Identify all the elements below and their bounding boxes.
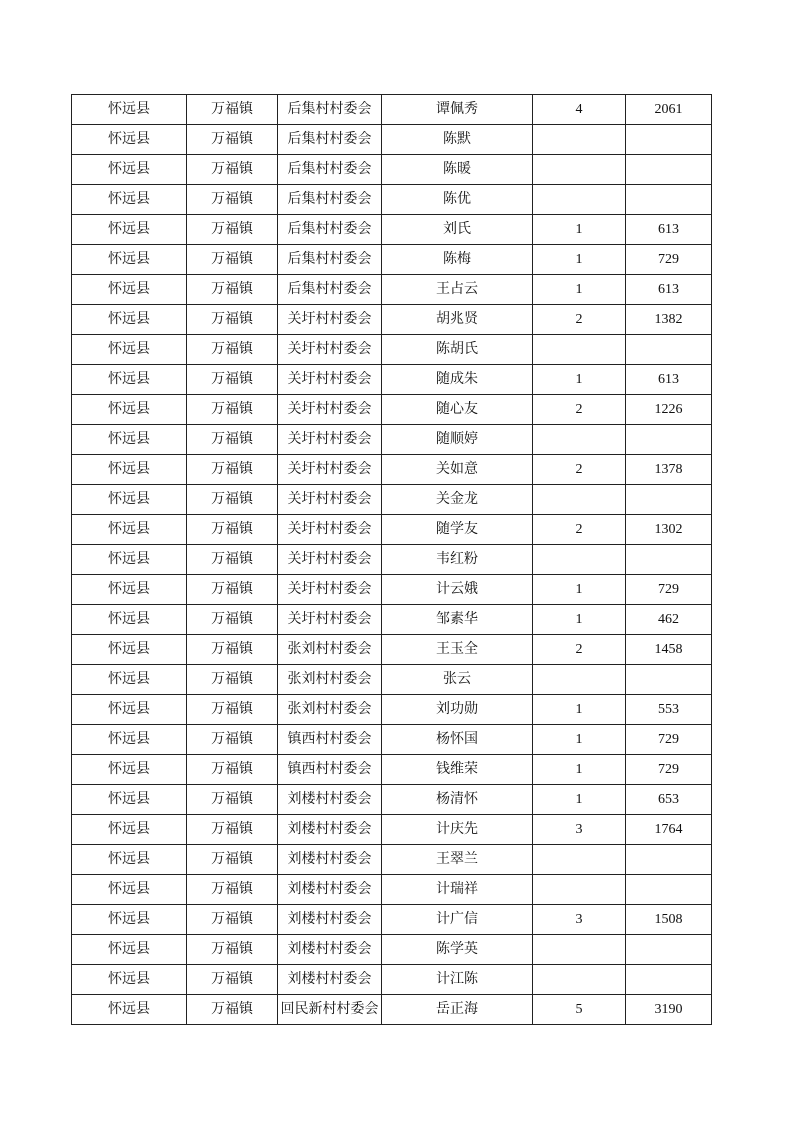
amount-cell: 462 <box>626 605 712 635</box>
name-cell: 陈暖 <box>382 155 533 185</box>
county-cell: 怀远县 <box>72 905 187 935</box>
amount-cell: 653 <box>626 785 712 815</box>
table-row <box>72 425 712 455</box>
amount-cell: 553 <box>626 695 712 725</box>
amount-cell: 1382 <box>626 305 712 335</box>
name-cell: 随顺婷 <box>382 425 533 455</box>
village-cell: 后集村村委会 <box>278 155 382 185</box>
amount-cell: 613 <box>626 365 712 395</box>
household-count-cell <box>533 965 626 995</box>
town-cell: 万福镇 <box>187 875 278 905</box>
table-row <box>72 995 712 1025</box>
village-cell: 后集村村委会 <box>278 185 382 215</box>
village-cell: 关圩村村委会 <box>278 335 382 365</box>
name-cell: 钱维荣 <box>382 755 533 785</box>
household-count-cell <box>533 545 626 575</box>
town-cell: 万福镇 <box>187 425 278 455</box>
village-cell: 关圩村村委会 <box>278 575 382 605</box>
village-cell: 关圩村村委会 <box>278 305 382 335</box>
town-cell: 万福镇 <box>187 605 278 635</box>
county-cell: 怀远县 <box>72 875 187 905</box>
amount-cell: 613 <box>626 275 712 305</box>
household-count-cell: 1 <box>533 245 626 275</box>
household-count-cell: 1 <box>533 275 626 305</box>
county-cell: 怀远县 <box>72 425 187 455</box>
name-cell: 杨清怀 <box>382 785 533 815</box>
name-cell: 刘功勋 <box>382 695 533 725</box>
table-row <box>72 215 712 245</box>
amount-cell <box>626 185 712 215</box>
household-count-cell <box>533 425 626 455</box>
table-row <box>72 905 712 935</box>
data-table <box>71 94 712 1025</box>
town-cell: 万福镇 <box>187 305 278 335</box>
amount-cell: 1226 <box>626 395 712 425</box>
county-cell: 怀远县 <box>72 155 187 185</box>
county-cell: 怀远县 <box>72 755 187 785</box>
county-cell: 怀远县 <box>72 95 187 125</box>
table-row <box>72 875 712 905</box>
town-cell: 万福镇 <box>187 455 278 485</box>
household-count-cell <box>533 185 626 215</box>
name-cell: 计云娥 <box>382 575 533 605</box>
town-cell: 万福镇 <box>187 125 278 155</box>
village-cell: 后集村村委会 <box>278 215 382 245</box>
name-cell: 张云 <box>382 665 533 695</box>
town-cell: 万福镇 <box>187 155 278 185</box>
name-cell: 陈梅 <box>382 245 533 275</box>
amount-cell: 1764 <box>626 815 712 845</box>
amount-cell: 3190 <box>626 995 712 1025</box>
name-cell: 胡兆贤 <box>382 305 533 335</box>
household-count-cell <box>533 125 626 155</box>
town-cell: 万福镇 <box>187 185 278 215</box>
name-cell: 刘氏 <box>382 215 533 245</box>
town-cell: 万福镇 <box>187 335 278 365</box>
table-row <box>72 725 712 755</box>
town-cell: 万福镇 <box>187 995 278 1025</box>
household-count-cell: 2 <box>533 305 626 335</box>
name-cell: 计庆先 <box>382 815 533 845</box>
village-cell: 后集村村委会 <box>278 125 382 155</box>
village-cell: 后集村村委会 <box>278 245 382 275</box>
table-row <box>72 155 712 185</box>
village-cell: 镇西村村委会 <box>278 725 382 755</box>
village-cell: 刘楼村村委会 <box>278 815 382 845</box>
village-cell: 刘楼村村委会 <box>278 785 382 815</box>
table-row <box>72 965 712 995</box>
county-cell: 怀远县 <box>72 275 187 305</box>
table-row <box>72 485 712 515</box>
amount-cell: 1378 <box>626 455 712 485</box>
table-row <box>72 275 712 305</box>
name-cell: 随心友 <box>382 395 533 425</box>
county-cell: 怀远县 <box>72 935 187 965</box>
county-cell: 怀远县 <box>72 335 187 365</box>
amount-cell <box>626 425 712 455</box>
village-cell: 关圩村村委会 <box>278 365 382 395</box>
name-cell: 王占云 <box>382 275 533 305</box>
village-cell: 回民新村村委会 <box>278 995 382 1025</box>
county-cell: 怀远县 <box>72 965 187 995</box>
town-cell: 万福镇 <box>187 275 278 305</box>
household-count-cell <box>533 845 626 875</box>
household-count-cell <box>533 875 626 905</box>
household-count-cell: 1 <box>533 575 626 605</box>
table-row <box>72 785 712 815</box>
town-cell: 万福镇 <box>187 485 278 515</box>
amount-cell: 1458 <box>626 635 712 665</box>
name-cell: 计瑞祥 <box>382 875 533 905</box>
household-count-cell: 1 <box>533 695 626 725</box>
household-count-cell <box>533 335 626 365</box>
table-row <box>72 815 712 845</box>
town-cell: 万福镇 <box>187 365 278 395</box>
village-cell: 后集村村委会 <box>278 95 382 125</box>
village-cell: 刘楼村村委会 <box>278 875 382 905</box>
household-count-cell: 2 <box>533 635 626 665</box>
village-cell: 关圩村村委会 <box>278 395 382 425</box>
town-cell: 万福镇 <box>187 695 278 725</box>
household-count-cell: 1 <box>533 755 626 785</box>
county-cell: 怀远县 <box>72 215 187 245</box>
table-row <box>72 125 712 155</box>
town-cell: 万福镇 <box>187 665 278 695</box>
amount-cell <box>626 125 712 155</box>
town-cell: 万福镇 <box>187 575 278 605</box>
household-count-cell: 1 <box>533 365 626 395</box>
county-cell: 怀远县 <box>72 545 187 575</box>
county-cell: 怀远县 <box>72 665 187 695</box>
amount-cell: 729 <box>626 575 712 605</box>
town-cell: 万福镇 <box>187 965 278 995</box>
household-count-cell: 3 <box>533 815 626 845</box>
town-cell: 万福镇 <box>187 815 278 845</box>
table-row <box>72 575 712 605</box>
name-cell: 陈优 <box>382 185 533 215</box>
town-cell: 万福镇 <box>187 725 278 755</box>
county-cell: 怀远县 <box>72 305 187 335</box>
village-cell: 刘楼村村委会 <box>278 905 382 935</box>
name-cell: 关金龙 <box>382 485 533 515</box>
amount-cell <box>626 665 712 695</box>
county-cell: 怀远县 <box>72 395 187 425</box>
name-cell: 计广信 <box>382 905 533 935</box>
household-count-cell: 1 <box>533 215 626 245</box>
county-cell: 怀远县 <box>72 845 187 875</box>
town-cell: 万福镇 <box>187 635 278 665</box>
household-count-cell: 4 <box>533 95 626 125</box>
village-cell: 关圩村村委会 <box>278 515 382 545</box>
village-cell: 刘楼村村委会 <box>278 935 382 965</box>
town-cell: 万福镇 <box>187 95 278 125</box>
household-count-cell: 1 <box>533 605 626 635</box>
name-cell: 陈胡氏 <box>382 335 533 365</box>
household-count-cell <box>533 935 626 965</box>
amount-cell: 729 <box>626 245 712 275</box>
village-cell: 关圩村村委会 <box>278 485 382 515</box>
household-count-cell <box>533 485 626 515</box>
town-cell: 万福镇 <box>187 515 278 545</box>
village-cell: 后集村村委会 <box>278 275 382 305</box>
table-row <box>72 455 712 485</box>
table-row <box>72 695 712 725</box>
table-row <box>72 305 712 335</box>
town-cell: 万福镇 <box>187 245 278 275</box>
village-cell: 关圩村村委会 <box>278 425 382 455</box>
name-cell: 随学友 <box>382 515 533 545</box>
amount-cell: 729 <box>626 755 712 785</box>
county-cell: 怀远县 <box>72 455 187 485</box>
table-row <box>72 365 712 395</box>
county-cell: 怀远县 <box>72 245 187 275</box>
county-cell: 怀远县 <box>72 515 187 545</box>
household-count-cell <box>533 155 626 185</box>
table-row <box>72 635 712 665</box>
village-cell: 张刘村村委会 <box>278 635 382 665</box>
name-cell: 陈学英 <box>382 935 533 965</box>
table-body <box>72 95 712 1025</box>
county-cell: 怀远县 <box>72 485 187 515</box>
household-count-cell: 2 <box>533 455 626 485</box>
name-cell: 王玉全 <box>382 635 533 665</box>
name-cell: 计江陈 <box>382 965 533 995</box>
amount-cell <box>626 485 712 515</box>
county-cell: 怀远县 <box>72 995 187 1025</box>
county-cell: 怀远县 <box>72 695 187 725</box>
name-cell: 王翠兰 <box>382 845 533 875</box>
village-cell: 关圩村村委会 <box>278 545 382 575</box>
town-cell: 万福镇 <box>187 935 278 965</box>
table-row <box>72 335 712 365</box>
town-cell: 万福镇 <box>187 785 278 815</box>
table-row <box>72 245 712 275</box>
table-row <box>72 935 712 965</box>
amount-cell: 1508 <box>626 905 712 935</box>
table-row <box>72 605 712 635</box>
village-cell: 刘楼村村委会 <box>278 845 382 875</box>
table-row <box>72 185 712 215</box>
household-count-cell: 1 <box>533 725 626 755</box>
town-cell: 万福镇 <box>187 905 278 935</box>
household-count-cell: 1 <box>533 785 626 815</box>
amount-cell <box>626 545 712 575</box>
village-cell: 关圩村村委会 <box>278 605 382 635</box>
household-count-cell: 3 <box>533 905 626 935</box>
name-cell: 韦红粉 <box>382 545 533 575</box>
amount-cell <box>626 845 712 875</box>
county-cell: 怀远县 <box>72 185 187 215</box>
table-row <box>72 755 712 785</box>
name-cell: 杨怀国 <box>382 725 533 755</box>
amount-cell: 2061 <box>626 95 712 125</box>
amount-cell: 1302 <box>626 515 712 545</box>
name-cell: 关如意 <box>382 455 533 485</box>
table-row <box>72 395 712 425</box>
household-count-cell: 2 <box>533 395 626 425</box>
table-row <box>72 515 712 545</box>
county-cell: 怀远县 <box>72 605 187 635</box>
town-cell: 万福镇 <box>187 215 278 245</box>
village-cell: 张刘村村委会 <box>278 695 382 725</box>
household-count-cell: 5 <box>533 995 626 1025</box>
amount-cell <box>626 155 712 185</box>
village-cell: 张刘村村委会 <box>278 665 382 695</box>
table-row <box>72 545 712 575</box>
town-cell: 万福镇 <box>187 845 278 875</box>
amount-cell <box>626 935 712 965</box>
name-cell: 邹素华 <box>382 605 533 635</box>
amount-cell <box>626 335 712 365</box>
table-row <box>72 845 712 875</box>
county-cell: 怀远县 <box>72 365 187 395</box>
town-cell: 万福镇 <box>187 395 278 425</box>
amount-cell <box>626 965 712 995</box>
county-cell: 怀远县 <box>72 575 187 605</box>
town-cell: 万福镇 <box>187 755 278 785</box>
household-count-cell: 2 <box>533 515 626 545</box>
county-cell: 怀远县 <box>72 785 187 815</box>
amount-cell: 729 <box>626 725 712 755</box>
town-cell: 万福镇 <box>187 545 278 575</box>
village-cell: 关圩村村委会 <box>278 455 382 485</box>
village-cell: 镇西村村委会 <box>278 755 382 785</box>
village-cell: 刘楼村村委会 <box>278 965 382 995</box>
table-row <box>72 95 712 125</box>
county-cell: 怀远县 <box>72 635 187 665</box>
name-cell: 陈默 <box>382 125 533 155</box>
household-count-cell <box>533 665 626 695</box>
county-cell: 怀远县 <box>72 125 187 155</box>
county-cell: 怀远县 <box>72 725 187 755</box>
amount-cell <box>626 875 712 905</box>
name-cell: 岳正海 <box>382 995 533 1025</box>
name-cell: 谭佩秀 <box>382 95 533 125</box>
amount-cell: 613 <box>626 215 712 245</box>
name-cell: 随成朱 <box>382 365 533 395</box>
table-row <box>72 665 712 695</box>
county-cell: 怀远县 <box>72 815 187 845</box>
